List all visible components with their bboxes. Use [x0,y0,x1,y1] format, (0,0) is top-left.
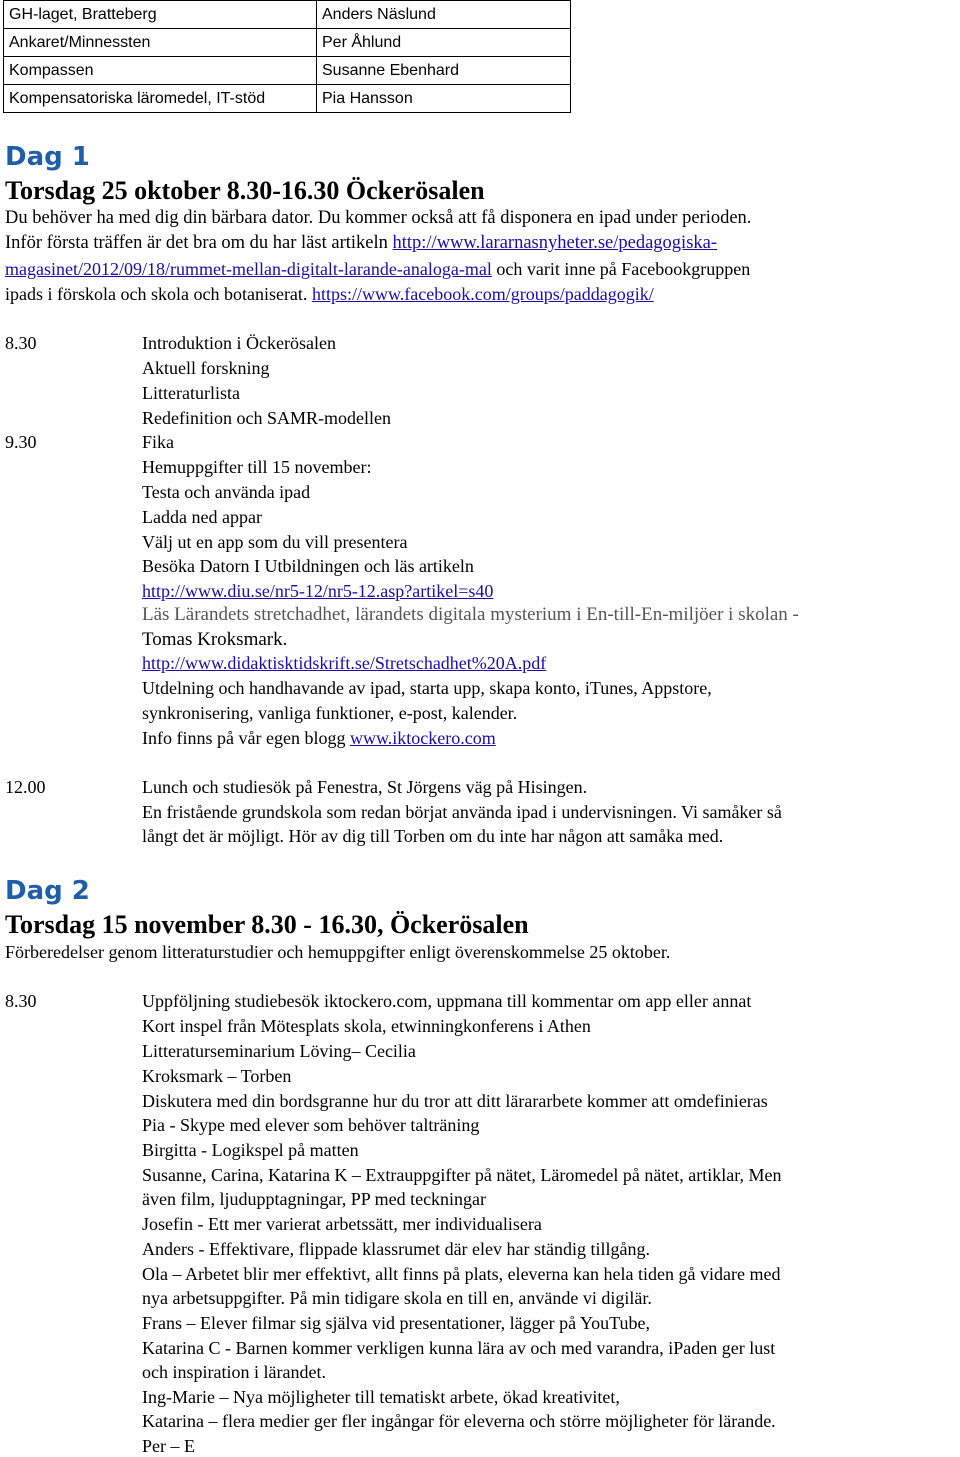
intro-text: Inför första träffen är det bra om du har läst artikeln [5,233,393,253]
table-row [4,57,571,85]
schedule-item: Testa och använda ipad [142,482,311,502]
schedule-item: Litteraturseminarium Löving– Cecilia [142,1041,416,1061]
schedule-item: Ing-Marie – Nya möjligheter till tematiskt arbete, ökad kreativitet, [142,1387,620,1407]
schedule-item: Ola – Arbetet blir mer effektivt, allt finns på plats, eleverna kan hela tiden gå vidare med [142,1264,781,1284]
day2-heading: Torsdag 15 november 8.30 - 16.30, Öckerösalen [5,910,529,939]
iktockero-blog-link[interactable]: www.iktockero.com [349,728,496,748]
schedule-time: 8.30 [5,333,37,353]
schedule-item: Frans – Elever filmar sig själva vid presentationer, lägger på YouTube, [142,1313,651,1333]
schedule-item: Lunch och studiesök på Fenestra, St Jörgens väg på Hisingen. [142,777,588,797]
lararnas-article-link[interactable]: http://www.lararnasnyheter.se/pedagogiska- [392,233,718,253]
day1-heading: Torsdag 25 oktober 8.30-16.30 Öckerösalen [5,176,485,205]
schedule-time: 9.30 [5,432,37,452]
schedule-item: Per – E [142,1436,195,1456]
person-cell: Per Åhlund [317,29,571,57]
group-cell: Kompassen [4,57,317,85]
group-cell: GH-laget, Bratteberg [4,1,317,29]
schedule-time: 12.00 [5,777,46,797]
schedule-item: Välj ut en app som du vill presentera [142,532,408,552]
day1-label: Dag 1 [5,142,90,172]
schedule-item: Fika [142,432,175,452]
schedule-item: Läs Lärandets stretchadhet, lärandets digitala mysterium i En-till-En-miljöer i skolan - [142,604,799,625]
day2-intro-line: Förberedelser genom litteraturstudier och hemuppgifter enligt överenskommelse 25 oktober. [5,942,671,962]
intro-text: och varit inne på Facebookgruppen [491,259,751,279]
schedule-item: Birgitta - Logikspel på matten [142,1140,359,1160]
day1-intro-line [5,259,750,280]
contacts-table [3,0,571,113]
schedule-item: Introduktion i Öckerösalen [142,333,336,353]
didaktisk-tidskrift-link[interactable]: http://www.didaktisktidskrift.se/Stretschadhet%20A.pdf [142,653,547,673]
person-cell: Anders Näslund [317,1,571,29]
intro-text: ipads i förskola och skola och botaniserat. [5,284,312,304]
schedule-item: Anders - Effektivare, flippade klassrumet där elev har ständig tillgång. [142,1239,650,1259]
table-row [4,29,571,57]
group-cell: Ankaret/Minnessten [4,29,317,57]
schedule-item: Pia - Skype med elever som behöver talträning [142,1115,480,1135]
schedule-item: Besöka Datorn I Utbildningen och läs artikeln [142,556,474,576]
diu-article-link[interactable]: http://www.diu.se/nr5-12/nr5-12.asp?artikel=s40 [142,581,494,601]
schedule-item: synkronisering, vanliga funktioner, e-post, kalender. [142,703,518,723]
schedule-item: långt det är möjligt. Hör av dig till Torben om du inte har någon att samåka med. [142,826,724,846]
facebook-group-link[interactable]: https://www.facebook.com/groups/paddagogik/ [311,284,654,304]
schedule-item: Utdelning och handhavande av ipad, starta upp, skapa konto, iTunes, Appstore, [142,678,712,698]
schedule-item: Kort inspel från Mötesplats skola, etwinningkonferens i Athen [142,1016,591,1036]
schedule-item: även film, ljudupptagningar, PP med teckningar [142,1189,487,1209]
schedule-item: Katarina C - Barnen kommer verkligen kunna lära av och med varandra, iPaden ger lust [142,1338,776,1358]
person-cell: Pia Hansson [317,85,571,113]
table-row [4,1,571,29]
schedule-time: 8.30 [5,991,37,1011]
blog-info-text: Info finns på vår egen blogg [142,728,350,748]
schedule-item: Redefinition och SAMR-modellen [142,408,391,428]
lararnas-article-link[interactable]: magasinet/2012/09/18/rummet-mellan-digitalt-larande-analoga-mal [5,259,492,279]
schedule-item: Aktuell forskning [142,358,270,378]
schedule-item: Tomas Kroksmark. [142,629,288,650]
group-cell: Kompensatoriska läromedel, IT-stöd [4,85,317,113]
schedule-item: Litteraturlista [142,383,240,403]
schedule-item: En fristående grundskola som redan börjat använda ipad i undervisningen. Vi samåker så [142,802,782,822]
person-cell: Susanne Ebenhard [317,57,571,85]
table-row [4,85,571,113]
schedule-item: Ladda ned appar [142,507,262,527]
day1-intro-line: Du behöver ha med dig din bärbara dator. Du kommer också att få disponera en ipad under perioden. [5,208,752,228]
schedule-item: Josefin - Ett mer varierat arbetssätt, mer individualisera [142,1214,542,1234]
schedule-item: Uppföljning studiebesök iktockero.com, uppmana till kommentar om app eller annat [142,991,752,1011]
schedule-item: Diskutera med din bordsgranne hur du tror att ditt lärararbete kommer att omdefinieras [142,1091,768,1111]
schedule-item: Susanne, Carina, Katarina K – Extrauppgifter på nätet, Läromedel på nätet, artiklar, Men [142,1165,782,1185]
schedule-item: Hemuppgifter till 15 november: [142,457,372,477]
schedule-item: nya arbetsuppgifter. På min tidigare skola en till en, använde vi digilär. [142,1288,652,1308]
day2-label: Dag 2 [5,876,90,906]
schedule-item [142,728,496,749]
schedule-item: Kroksmark – Torben [142,1066,292,1086]
day1-intro-line [5,284,654,305]
schedule-item: Katarina – flera medier ger fler ingångar för eleverna och större möjligheter för lärande. [142,1411,776,1431]
day1-intro-line [5,233,717,254]
schedule-item: och inspiration i lärandet. [142,1362,326,1382]
